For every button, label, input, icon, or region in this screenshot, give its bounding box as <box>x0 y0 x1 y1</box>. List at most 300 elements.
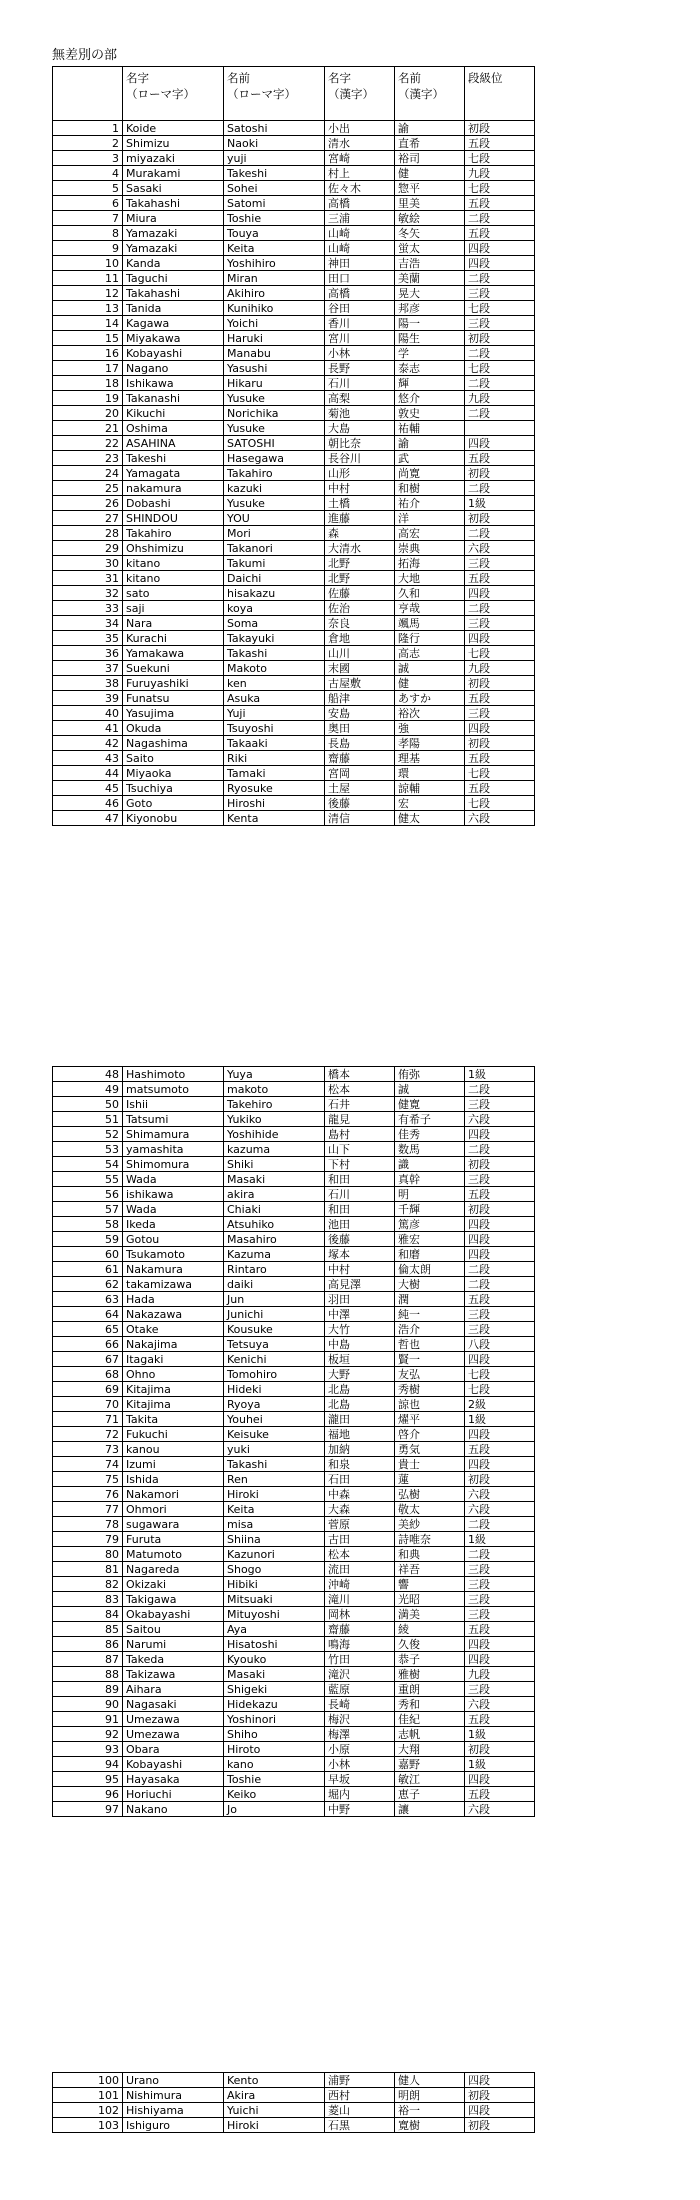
table-row <box>53 1787 535 1802</box>
given-romaji-cell: Toshie <box>224 211 325 226</box>
rank-cell: 三段 <box>465 1322 535 1337</box>
surname-romaji-cell: Yamagata <box>123 466 224 481</box>
row-number-cell: 49 <box>53 1082 123 1097</box>
given-romaji-cell: Youhei <box>224 1412 325 1427</box>
given-kanji-cell: 健 <box>395 676 465 691</box>
participant-table-second <box>52 1066 535 1817</box>
row-number-cell: 8 <box>53 226 123 241</box>
rank-cell: 二段 <box>465 1142 535 1157</box>
row-number-cell: 1 <box>53 121 123 136</box>
given-romaji-cell: Rintaro <box>224 1262 325 1277</box>
given-romaji-cell: Yusuke <box>224 421 325 436</box>
surname-kanji-cell: 菱山 <box>325 2103 395 2118</box>
surname-kanji-cell: 神田 <box>325 256 395 271</box>
table-row <box>53 1277 535 1292</box>
surname-kanji-cell: 朝比奈 <box>325 436 395 451</box>
given-romaji-cell: Hibiki <box>224 1577 325 1592</box>
given-romaji-cell: Yoshihide <box>224 1127 325 1142</box>
table-row <box>53 691 535 706</box>
surname-romaji-cell: kanou <box>123 1442 224 1457</box>
surname-romaji-cell: Nishimura <box>123 2088 224 2103</box>
surname-kanji-cell: 安島 <box>325 706 395 721</box>
surname-romaji-cell: Ishikawa <box>123 376 224 391</box>
rank-cell: 三段 <box>465 1307 535 1322</box>
given-kanji-cell: 孝陽 <box>395 736 465 751</box>
given-kanji-cell: 嘉野 <box>395 1757 465 1772</box>
rank-cell: 二段 <box>465 211 535 226</box>
given-romaji-cell: daiki <box>224 1277 325 1292</box>
surname-kanji-cell: 中村 <box>325 481 395 496</box>
surname-kanji-cell: 後藤 <box>325 1232 395 1247</box>
surname-romaji-cell: matsumoto <box>123 1082 224 1097</box>
table-row <box>53 616 535 631</box>
table-row <box>53 586 535 601</box>
surname-romaji-cell: Takita <box>123 1412 224 1427</box>
surname-kanji-cell: 石井 <box>325 1097 395 1112</box>
row-number-cell: 81 <box>53 1562 123 1577</box>
row-number-cell: 50 <box>53 1097 123 1112</box>
given-kanji-cell: 健寛 <box>395 1097 465 1112</box>
rank-cell: 四段 <box>465 1427 535 1442</box>
table-row <box>53 241 535 256</box>
given-kanji-cell: 和磨 <box>395 1247 465 1262</box>
surname-kanji-cell: 石川 <box>325 1187 395 1202</box>
surname-romaji-cell: Tanida <box>123 301 224 316</box>
rank-cell: 六段 <box>465 541 535 556</box>
given-romaji-cell: Mori <box>224 526 325 541</box>
row-number-cell: 55 <box>53 1172 123 1187</box>
surname-romaji-cell: Ohmori <box>123 1502 224 1517</box>
given-romaji-cell: Keita <box>224 241 325 256</box>
given-kanji-cell: 寛樹 <box>395 2118 465 2133</box>
row-number-cell: 58 <box>53 1217 123 1232</box>
given-kanji-cell: 祐輔 <box>395 421 465 436</box>
row-number-cell: 75 <box>53 1472 123 1487</box>
rank-cell: 1級 <box>465 1412 535 1427</box>
surname-romaji-cell: yamashita <box>123 1142 224 1157</box>
surname-kanji-cell: 北島 <box>325 1382 395 1397</box>
given-romaji-cell: Haruki <box>224 331 325 346</box>
rank-cell: 五段 <box>465 571 535 586</box>
rank-cell: 五段 <box>465 781 535 796</box>
surname-kanji-cell: 末國 <box>325 661 395 676</box>
row-number-cell: 9 <box>53 241 123 256</box>
table-row <box>53 1112 535 1127</box>
rank-cell: 五段 <box>465 1712 535 1727</box>
row-number-cell: 3 <box>53 151 123 166</box>
given-romaji-cell: Touya <box>224 226 325 241</box>
rank-cell: 七段 <box>465 361 535 376</box>
given-kanji-cell: 久和 <box>395 586 465 601</box>
given-kanji-cell: 響 <box>395 1577 465 1592</box>
rank-cell: 四段 <box>465 1217 535 1232</box>
surname-romaji-cell: Funatsu <box>123 691 224 706</box>
table-row <box>53 676 535 691</box>
surname-kanji-cell: 和田 <box>325 1172 395 1187</box>
given-romaji-cell: Yoshinori <box>224 1712 325 1727</box>
row-number-cell: 79 <box>53 1532 123 1547</box>
rank-cell: 九段 <box>465 391 535 406</box>
given-kanji-cell: 諭 <box>395 121 465 136</box>
rank-cell: 二段 <box>465 526 535 541</box>
surname-kanji-cell: 松本 <box>325 1547 395 1562</box>
row-number-cell: 39 <box>53 691 123 706</box>
table-row <box>53 1727 535 1742</box>
given-romaji-cell: Hidekazu <box>224 1697 325 1712</box>
surname-kanji-cell: 長島 <box>325 736 395 751</box>
given-kanji-cell: 祥吾 <box>395 1562 465 1577</box>
given-kanji-cell: 高志 <box>395 646 465 661</box>
given-romaji-cell: Yoichi <box>224 316 325 331</box>
row-number-cell: 63 <box>53 1292 123 1307</box>
surname-kanji-cell: 中澤 <box>325 1307 395 1322</box>
surname-kanji-cell: 森 <box>325 526 395 541</box>
given-kanji-cell: 健太 <box>395 811 465 826</box>
rank-cell: 二段 <box>465 601 535 616</box>
table-row <box>53 166 535 181</box>
given-romaji-cell: Kousuke <box>224 1322 325 1337</box>
table-row <box>53 1397 535 1412</box>
given-romaji-cell: Hiroshi <box>224 796 325 811</box>
table-row <box>53 1322 535 1337</box>
given-kanji-cell: 啓介 <box>395 1427 465 1442</box>
surname-romaji-cell: Nagashima <box>123 736 224 751</box>
given-kanji-cell: 美蘭 <box>395 271 465 286</box>
given-kanji-cell: 健人 <box>395 2073 465 2088</box>
surname-kanji-cell: 長谷川 <box>325 451 395 466</box>
row-number-cell: 26 <box>53 496 123 511</box>
rank-cell: 初段 <box>465 2118 535 2133</box>
rank-cell: 二段 <box>465 406 535 421</box>
row-number-cell: 65 <box>53 1322 123 1337</box>
surname-kanji-cell: 三浦 <box>325 211 395 226</box>
surname-kanji-cell: 加納 <box>325 1442 395 1457</box>
surname-romaji-cell: Dobashi <box>123 496 224 511</box>
row-number-cell: 70 <box>53 1397 123 1412</box>
surname-romaji-cell: Takeshi <box>123 451 224 466</box>
surname-kanji-cell: 浦野 <box>325 2073 395 2088</box>
given-romaji-cell: Manabu <box>224 346 325 361</box>
row-number-cell: 101 <box>53 2088 123 2103</box>
row-number-cell: 66 <box>53 1337 123 1352</box>
table-row <box>53 1292 535 1307</box>
given-romaji-cell: ken <box>224 676 325 691</box>
header-text: 段級位 <box>468 71 503 85</box>
surname-kanji-cell: 佐治 <box>325 601 395 616</box>
given-romaji-cell: YOU <box>224 511 325 526</box>
given-romaji-cell: Takehiro <box>224 1097 325 1112</box>
surname-romaji-cell: Izumi <box>123 1457 224 1472</box>
surname-kanji-cell: 齋藤 <box>325 1622 395 1637</box>
table-row <box>53 226 535 241</box>
surname-kanji-cell: 山形 <box>325 466 395 481</box>
surname-kanji-cell: 宮岡 <box>325 766 395 781</box>
rank-cell: 二段 <box>465 271 535 286</box>
table-row <box>53 1622 535 1637</box>
rank-cell: 四段 <box>465 241 535 256</box>
given-romaji-cell: Takanori <box>224 541 325 556</box>
header-rank <box>465 67 535 121</box>
row-number-cell: 74 <box>53 1457 123 1472</box>
rank-cell: 四段 <box>465 1652 535 1667</box>
table-row <box>53 2118 535 2133</box>
table-row <box>53 256 535 271</box>
surname-kanji-cell: 梅澤 <box>325 1727 395 1742</box>
row-number-cell: 10 <box>53 256 123 271</box>
surname-romaji-cell: Aihara <box>123 1682 224 1697</box>
table-row <box>53 1652 535 1667</box>
row-number-cell: 96 <box>53 1787 123 1802</box>
rank-cell: 九段 <box>465 661 535 676</box>
given-kanji-cell: 賢一 <box>395 1352 465 1367</box>
given-kanji-cell: 千輝 <box>395 1202 465 1217</box>
surname-romaji-cell: Murakami <box>123 166 224 181</box>
row-number-cell: 91 <box>53 1712 123 1727</box>
given-romaji-cell: Yasushi <box>224 361 325 376</box>
table-row <box>53 2073 535 2088</box>
given-romaji-cell: kazuma <box>224 1142 325 1157</box>
surname-kanji-cell: 長野 <box>325 361 395 376</box>
table-row <box>53 1202 535 1217</box>
surname-romaji-cell: Takizawa <box>123 1667 224 1682</box>
table-row <box>53 481 535 496</box>
surname-romaji-cell: Hayasaka <box>123 1772 224 1787</box>
rank-cell: 四段 <box>465 1247 535 1262</box>
surname-romaji-cell: Kurachi <box>123 631 224 646</box>
surname-kanji-cell: 谷田 <box>325 301 395 316</box>
header-number <box>53 67 123 121</box>
row-number-cell: 41 <box>53 721 123 736</box>
surname-romaji-cell: Takeda <box>123 1652 224 1667</box>
row-number-cell: 53 <box>53 1142 123 1157</box>
given-romaji-cell: Jo <box>224 1802 325 1817</box>
row-number-cell: 72 <box>53 1427 123 1442</box>
rank-cell: 三段 <box>465 1097 535 1112</box>
table-row <box>53 601 535 616</box>
given-romaji-cell: Hasegawa <box>224 451 325 466</box>
surname-romaji-cell: Miyakawa <box>123 331 224 346</box>
surname-kanji-cell: 大竹 <box>325 1322 395 1337</box>
surname-romaji-cell: Ishiguro <box>123 2118 224 2133</box>
table-row <box>53 631 535 646</box>
given-kanji-cell: 邦彦 <box>395 301 465 316</box>
surname-romaji-cell: kitano <box>123 571 224 586</box>
surname-kanji-cell: 石川 <box>325 376 395 391</box>
rank-cell: 2級 <box>465 1397 535 1412</box>
given-romaji-cell: Shiki <box>224 1157 325 1172</box>
surname-kanji-cell: 北島 <box>325 1397 395 1412</box>
given-kanji-cell: 理基 <box>395 751 465 766</box>
row-number-cell: 94 <box>53 1757 123 1772</box>
row-number-cell: 29 <box>53 541 123 556</box>
given-romaji-cell: Toshie <box>224 1772 325 1787</box>
row-number-cell: 88 <box>53 1667 123 1682</box>
given-romaji-cell: Kenichi <box>224 1352 325 1367</box>
rank-cell: 五段 <box>465 1622 535 1637</box>
surname-kanji-cell: 香川 <box>325 316 395 331</box>
given-romaji-cell: Kento <box>224 2073 325 2088</box>
rank-cell: 九段 <box>465 166 535 181</box>
row-number-cell: 85 <box>53 1622 123 1637</box>
given-romaji-cell: kazuki <box>224 481 325 496</box>
row-number-cell: 23 <box>53 451 123 466</box>
given-kanji-cell: 裕一 <box>395 2103 465 2118</box>
surname-romaji-cell: nakamura <box>123 481 224 496</box>
surname-kanji-cell: 古田 <box>325 1532 395 1547</box>
header-text: （漢字） <box>328 87 374 101</box>
table-row <box>53 736 535 751</box>
table-row <box>53 1712 535 1727</box>
table-row <box>53 811 535 826</box>
rank-cell: 1級 <box>465 1727 535 1742</box>
rank-cell: 初段 <box>465 1202 535 1217</box>
row-number-cell: 103 <box>53 2118 123 2133</box>
row-number-cell: 83 <box>53 1592 123 1607</box>
table-row <box>53 511 535 526</box>
surname-romaji-cell: Takahashi <box>123 286 224 301</box>
given-romaji-cell: Hideki <box>224 1382 325 1397</box>
header-text: （ローマ字） <box>227 87 296 101</box>
rank-cell <box>465 421 535 436</box>
table-row <box>53 541 535 556</box>
row-number-cell: 19 <box>53 391 123 406</box>
table-row <box>53 1667 535 1682</box>
row-number-cell: 34 <box>53 616 123 631</box>
surname-romaji-cell: Yamazaki <box>123 226 224 241</box>
row-number-cell: 54 <box>53 1157 123 1172</box>
table-row <box>53 361 535 376</box>
given-kanji-cell: 浩介 <box>395 1322 465 1337</box>
surname-romaji-cell: Urano <box>123 2073 224 2088</box>
surname-romaji-cell: Kanda <box>123 256 224 271</box>
surname-romaji-cell: Nagareda <box>123 1562 224 1577</box>
surname-kanji-cell: 藍原 <box>325 1682 395 1697</box>
given-kanji-cell: 武 <box>395 451 465 466</box>
given-kanji-cell: 佳紀 <box>395 1712 465 1727</box>
row-number-cell: 17 <box>53 361 123 376</box>
surname-romaji-cell: takamizawa <box>123 1277 224 1292</box>
surname-kanji-cell: 橋本 <box>325 1067 395 1082</box>
given-kanji-cell: 吉浩 <box>395 256 465 271</box>
surname-kanji-cell: 大野 <box>325 1367 395 1382</box>
given-romaji-cell: Tetsuya <box>224 1337 325 1352</box>
table-row <box>53 331 535 346</box>
table-row <box>53 1742 535 1757</box>
rank-cell: 四段 <box>465 586 535 601</box>
given-romaji-cell: SATOSHI <box>224 436 325 451</box>
surname-kanji-cell: 古屋敷 <box>325 676 395 691</box>
surname-romaji-cell: Hashimoto <box>123 1067 224 1082</box>
surname-romaji-cell: Otake <box>123 1322 224 1337</box>
row-number-cell: 11 <box>53 271 123 286</box>
surname-kanji-cell: 板垣 <box>325 1352 395 1367</box>
rank-cell: 四段 <box>465 2073 535 2088</box>
table-row <box>53 646 535 661</box>
surname-kanji-cell: 下村 <box>325 1157 395 1172</box>
table-row <box>53 1427 535 1442</box>
row-number-cell: 33 <box>53 601 123 616</box>
surname-romaji-cell: Shimomura <box>123 1157 224 1172</box>
surname-kanji-cell: 鳴海 <box>325 1637 395 1652</box>
rank-cell: 七段 <box>465 151 535 166</box>
table-row <box>53 1247 535 1262</box>
row-number-cell: 25 <box>53 481 123 496</box>
row-number-cell: 86 <box>53 1637 123 1652</box>
given-romaji-cell: Kenta <box>224 811 325 826</box>
given-kanji-cell: 陽生 <box>395 331 465 346</box>
surname-romaji-cell: Yamakawa <box>123 646 224 661</box>
given-kanji-cell: 陽一 <box>395 316 465 331</box>
surname-kanji-cell: 奈良 <box>325 616 395 631</box>
surname-kanji-cell: 早坂 <box>325 1772 395 1787</box>
rank-cell: 三段 <box>465 1562 535 1577</box>
surname-kanji-cell: 福地 <box>325 1427 395 1442</box>
row-number-cell: 18 <box>53 376 123 391</box>
given-kanji-cell: 和樹 <box>395 481 465 496</box>
given-kanji-cell: 宏 <box>395 796 465 811</box>
given-romaji-cell: Yuji <box>224 706 325 721</box>
surname-kanji-cell: 梅沢 <box>325 1712 395 1727</box>
row-number-cell: 48 <box>53 1067 123 1082</box>
row-number-cell: 78 <box>53 1517 123 1532</box>
given-romaji-cell: Shiho <box>224 1727 325 1742</box>
table-row <box>53 1442 535 1457</box>
surname-romaji-cell: Matumoto <box>123 1547 224 1562</box>
surname-romaji-cell: Narumi <box>123 1637 224 1652</box>
given-kanji-cell: 拓海 <box>395 556 465 571</box>
rank-cell: 初段 <box>465 676 535 691</box>
rank-cell: 三段 <box>465 616 535 631</box>
surname-romaji-cell: Miura <box>123 211 224 226</box>
participant-table-main <box>52 66 535 826</box>
given-romaji-cell: yuki <box>224 1442 325 1457</box>
row-number-cell: 32 <box>53 586 123 601</box>
row-number-cell: 84 <box>53 1607 123 1622</box>
surname-romaji-cell: Ohshimizu <box>123 541 224 556</box>
surname-romaji-cell: Yamazaki <box>123 241 224 256</box>
row-number-cell: 13 <box>53 301 123 316</box>
given-romaji-cell: Hisatoshi <box>224 1637 325 1652</box>
row-number-cell: 60 <box>53 1247 123 1262</box>
surname-kanji-cell: 進藤 <box>325 511 395 526</box>
table-header-row <box>53 67 535 121</box>
row-number-cell: 14 <box>53 316 123 331</box>
given-kanji-cell: 重朗 <box>395 1682 465 1697</box>
surname-romaji-cell: Takahiro <box>123 526 224 541</box>
table-row <box>53 1637 535 1652</box>
given-kanji-cell: 健 <box>395 166 465 181</box>
given-romaji-cell: Jun <box>224 1292 325 1307</box>
surname-romaji-cell: Fukuchi <box>123 1427 224 1442</box>
surname-romaji-cell: Saito <box>123 751 224 766</box>
given-kanji-cell: 明朗 <box>395 2088 465 2103</box>
rank-cell: 二段 <box>465 1517 535 1532</box>
row-number-cell: 5 <box>53 181 123 196</box>
rank-cell: 五段 <box>465 451 535 466</box>
given-kanji-cell: 隆行 <box>395 631 465 646</box>
surname-kanji-cell: 大島 <box>325 421 395 436</box>
rank-cell: 初段 <box>465 511 535 526</box>
given-kanji-cell: 祐介 <box>395 496 465 511</box>
given-kanji-cell: 美紗 <box>395 1517 465 1532</box>
surname-romaji-cell: Ikeda <box>123 1217 224 1232</box>
rank-cell: 六段 <box>465 1697 535 1712</box>
table-row <box>53 1502 535 1517</box>
table-row <box>53 451 535 466</box>
surname-romaji-cell: sato <box>123 586 224 601</box>
rank-cell: 二段 <box>465 1262 535 1277</box>
surname-kanji-cell: 高見澤 <box>325 1277 395 1292</box>
